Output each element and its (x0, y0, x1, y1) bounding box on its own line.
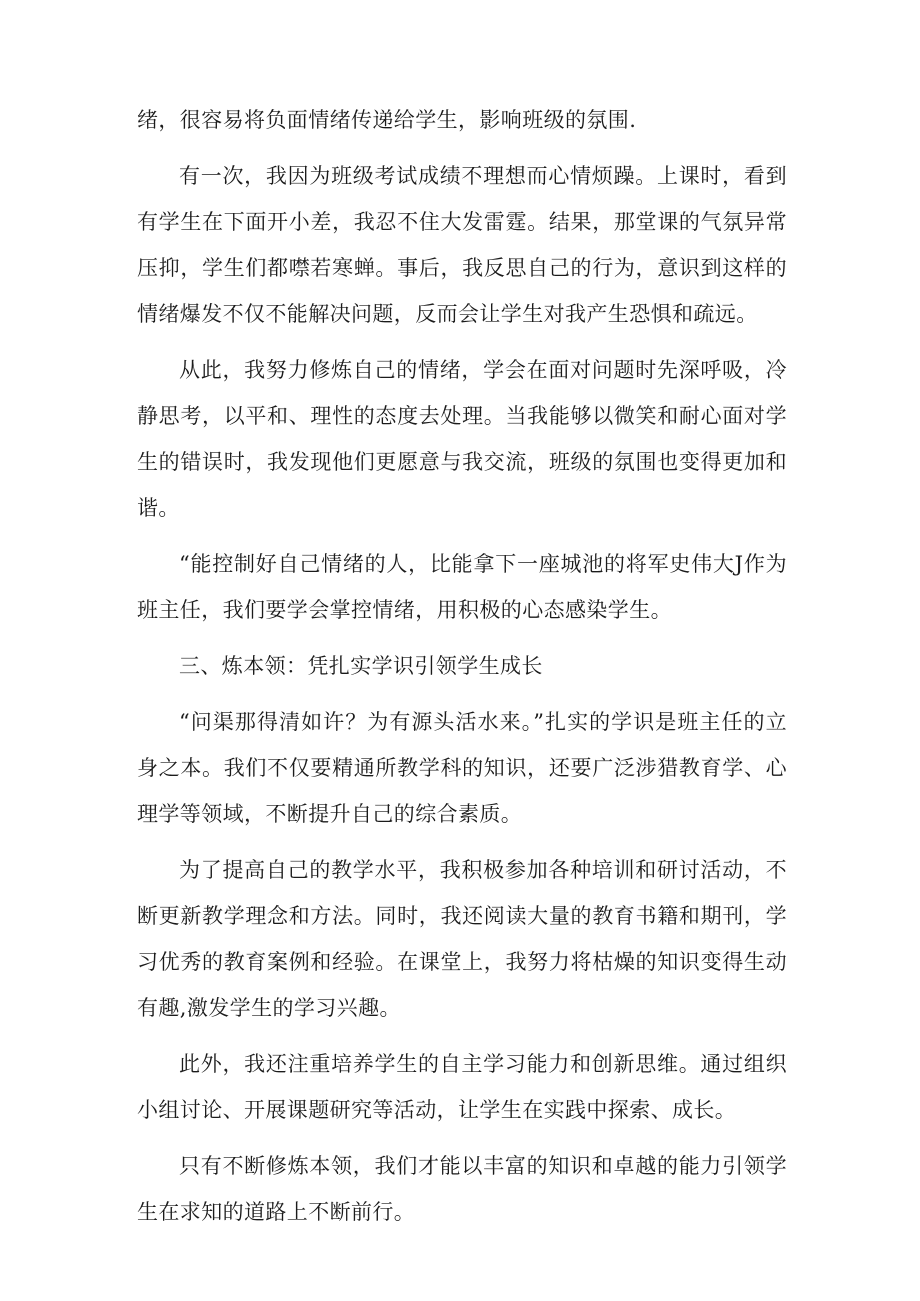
section-heading: 三、炼本领：凭扎实学识引领学生成长 (179, 654, 543, 678)
paragraph-emotion-practice: 从此，我努力修炼自己的情绪，学会在面对问题时先深呼吸，冷静思考，以平和、理性的态度去处理。当我能够以微笑和耐心面对学生的错误时，我发现他们更愿意与我交流，班级的氛围也变得更加和谐。 (137, 358, 787, 520)
paragraph-conclusion: 只有不断修炼本领，我们才能以丰富的知识和卓越的能力引领学生在求知的道路上不断前行。 (137, 1154, 787, 1224)
paragraph-outburst-story: 有一次，我因为班级考试成绩不理想而心情烦躁。上课时，看到有学生在下面开小差，我忍不住大发雷霆。结果，那堂课的气氛异常压抑，学生们都噤若寒蝉。事后，我反思自己的行为，意识到这样的情绪爆发不仅不能解决问题，反而会让学生对我产生恐惧和疏远。 (137, 164, 787, 326)
paragraph-continued: 绪，很容易将负面情绪传递给学生，影响班级的氛围. (137, 108, 637, 132)
document-body (137, 97, 787, 1235)
paragraph-training: 为了提高自己的教学水平，我积极参加各种培训和研讨活动，不断更新教学理念和方法。同时，我还阅读大量的教育书籍和期刊，学习优秀的教育案例和经验。在课堂上，我努力将枯燥的知识变得生动有趣,激发学生的学习兴趣。 (137, 858, 787, 1020)
paragraph-quote-emotion: “能控制好自己情绪的人，比能拿下一座城池的将军史伟大J作为班主任，我们要学会掌控情绪，用积极的心态感染学生。 (137, 552, 787, 622)
paragraph-self-learning: 此外，我还注重培养学生的自主学习能力和创新思维。通过组织小组讨论、开展课题研究等活动，让学生在实践中探索、成长。 (137, 1052, 787, 1122)
paragraph-knowledge-quote: “问渠那得清如许？为有源头活水来。”扎实的学识是班主任的立身之本。我们不仅要精通所教学科的知识，还要广泛涉猎教育学、心理学等领域，不断提升自己的综合素质。 (137, 710, 787, 826)
